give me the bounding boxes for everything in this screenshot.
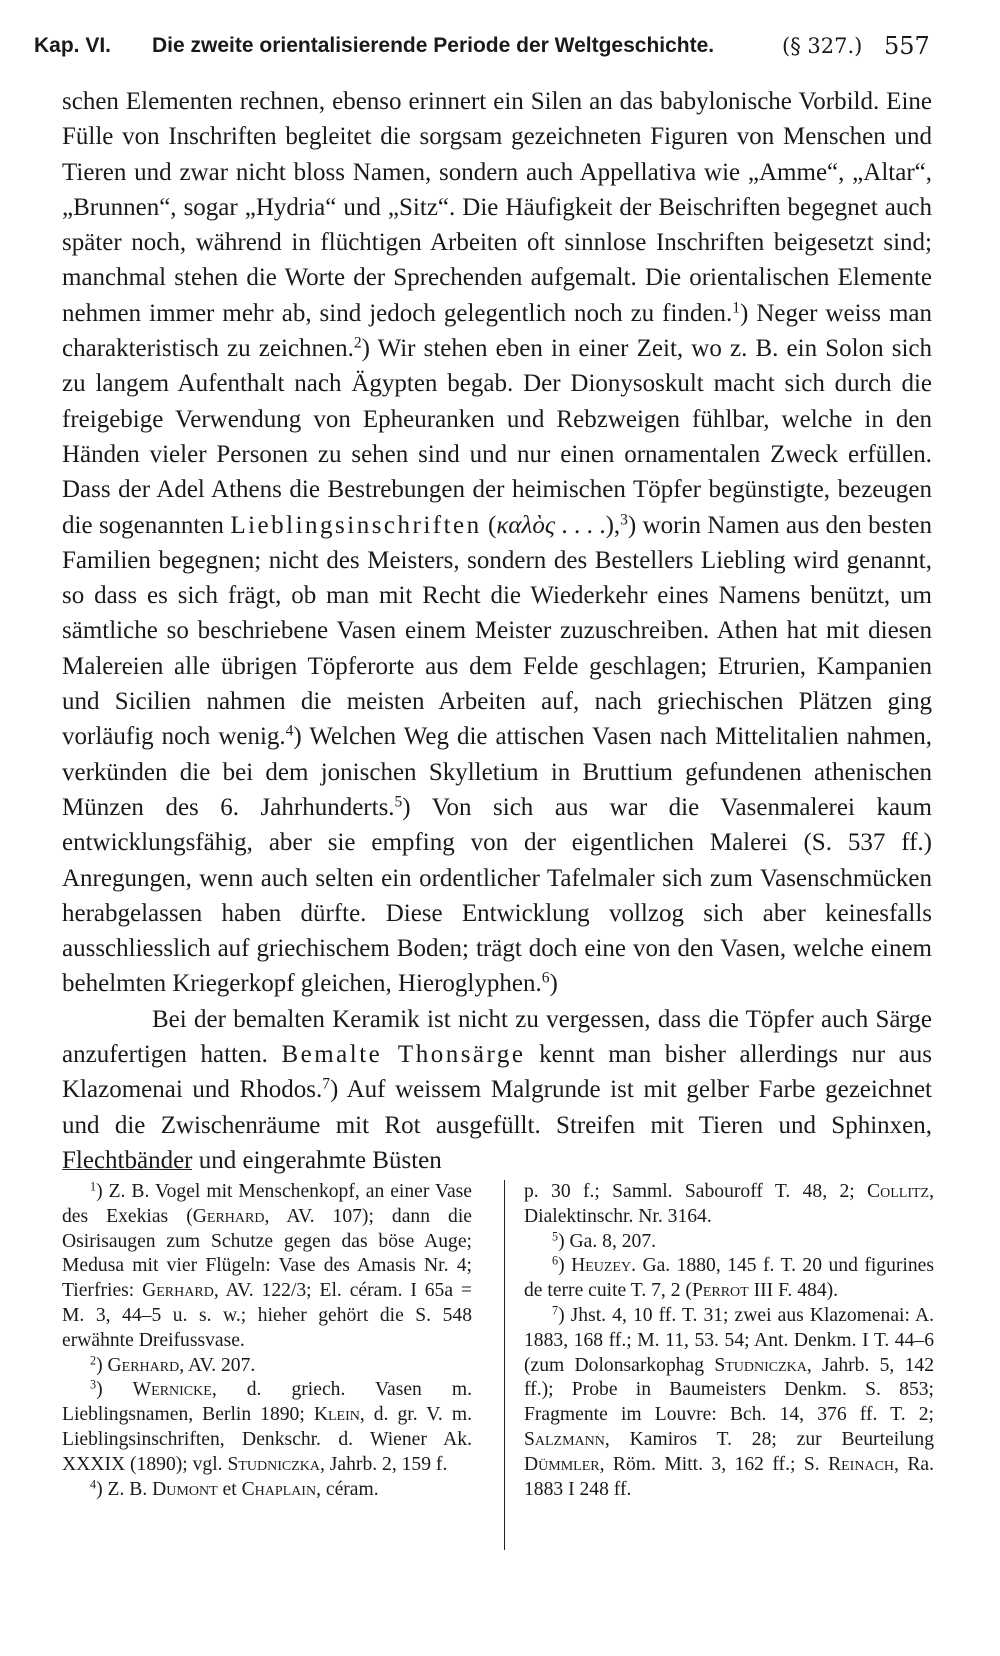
author-name: Wernicke bbox=[132, 1379, 212, 1401]
footnote-6 bbox=[524, 1254, 934, 1304]
text-run: Bei der bemalten Keramik ist nicht zu vergessen, dass die Töpfer auch Särge anzufertigen hatten. bbox=[62, 1005, 932, 1069]
footnote-7 bbox=[524, 1304, 934, 1502]
author-name: Studniczka bbox=[714, 1354, 807, 1376]
text-run: , Jahrb. 5, 142 ff.); Probe in Baumeisters Denkm. S. 853; Fragmente im Louvre: Bch. 14, 376 ff. T. 2; bbox=[524, 1354, 934, 1426]
footnote-1 bbox=[62, 1180, 472, 1354]
text-run: , Kamiros T. 28; zur Beurteilung bbox=[604, 1428, 934, 1450]
author-name: Perrot bbox=[691, 1280, 749, 1302]
footnote-3 bbox=[62, 1378, 472, 1477]
footnote-ref: 6 bbox=[541, 969, 550, 987]
text-run: , céram. bbox=[316, 1478, 379, 1500]
footnote-number: 1 bbox=[90, 1179, 97, 1194]
author-name: Heuzey bbox=[571, 1255, 632, 1277]
text-run: , Dialektinschr. Nr. 3164. bbox=[524, 1181, 934, 1227]
footnote-ref: 3 bbox=[620, 511, 628, 529]
text-run: ) Neger weiss man charakteristisch zu zeichnen. bbox=[62, 299, 933, 363]
text-run: ) bbox=[96, 1354, 108, 1376]
paragraph-2 bbox=[62, 1002, 932, 1178]
footnote-2 bbox=[62, 1354, 472, 1379]
footnote-number: 3 bbox=[90, 1377, 97, 1392]
footnote-ref: 7 bbox=[322, 1075, 330, 1093]
text-run: ) Z. B. bbox=[96, 1478, 153, 1500]
author-name: Gerhard bbox=[142, 1280, 214, 1302]
footnote-ref: 4 bbox=[285, 722, 294, 740]
spaced-term: Lieblingsinschriften bbox=[230, 511, 482, 539]
text-run: ) Welchen Weg die attischen Vasen nach Mittelitalien nahmen, verkünden die bei dem jonischen Skylletium in Bruttium gefundenen athenischen Münzen des 6. Jahrhunderts. bbox=[62, 723, 932, 821]
text-run: , Röm. Mitt. 3, 162 ff.; S. bbox=[599, 1453, 829, 1475]
text-run: ) worin Namen aus den besten Familien begegnen; nicht des Meisters, sondern des Bestellers Liebling wird genannt, so dass es sich frägt, ob man mit Recht die Wiederkehr eines Namens benützt, um sämtliche so beschriebene Vasen einem Meister zuzuschreiben. Athen hat mit diesen Malereien alle übrigen Töpferorte aus dem Felde geschlagen; Etrurien, Kampanien und Sicilien nahmen die meisten Arbeiten auf, nach griechischen Plätzen ging vorläufig noch wenig. bbox=[62, 511, 933, 751]
footnote-number: 7 bbox=[552, 1303, 559, 1318]
text-run: ) Z. B. Vogel mit Menschenkopf, an einer Vase des Exekias ( bbox=[62, 1181, 472, 1227]
author-name: Gerhard bbox=[107, 1354, 180, 1376]
running-header bbox=[34, 30, 934, 66]
text-run: , Jahrb. 2, 159 f. bbox=[320, 1453, 448, 1475]
footnote-ref: 1 bbox=[732, 299, 741, 317]
footnote-number: 2 bbox=[90, 1352, 97, 1367]
footnote-4 bbox=[62, 1478, 472, 1503]
footnote-ref: 2 bbox=[353, 334, 362, 352]
text-run: kennt man bisher allerdings nur aus Klazomenai und Rhodos. bbox=[62, 1041, 932, 1104]
text-run: ) Jhst. 4, 10 ff. T. 31; zwei aus Klazomenai: A. 1883, 168 ff.; M. 11, 53. 54; Ant. Denkm. I T. 44–6 (zum Dolonsarkophag bbox=[524, 1304, 934, 1376]
main-text bbox=[62, 84, 932, 1178]
author-name: Salzmann bbox=[524, 1428, 605, 1450]
chapter-label: Kap. VI. bbox=[34, 34, 112, 57]
author-name: Chaplain bbox=[241, 1478, 317, 1500]
section-ref: (§ 327.) bbox=[782, 34, 863, 58]
paragraph-1 bbox=[62, 84, 932, 1002]
text-run: , d. griech. Vasen m. Lieblingsnamen, Berlin 1890; bbox=[62, 1379, 472, 1426]
footnote-4-continued bbox=[524, 1180, 934, 1230]
spaced-term: Bemalte Thonsärge bbox=[281, 1041, 526, 1069]
author-name: Gerhard bbox=[192, 1205, 265, 1227]
footnote-number: 5 bbox=[552, 1228, 559, 1243]
text-run: ) Auf weissem Malgrunde ist mit gelber Farbe gezeichnet und die Zwischenräume mit Rot ausgefüllt. Streifen mit Tieren und Sphinxen, Flechtbänder und eingerahmte Büsten bbox=[62, 1076, 932, 1174]
text-run: , d. gr. V. m. Lieblingsinschriften, Denkschr. d. Wiener Ak. XXXIX (1890); vgl. bbox=[62, 1404, 472, 1475]
page-number: 557 bbox=[884, 32, 930, 60]
text-run: . Ga. 1880, 145 f. T. 20 und figurines de terre cuite T. 7, 2 ( bbox=[524, 1255, 934, 1302]
text-run: ) bbox=[558, 1255, 572, 1277]
text-run: et bbox=[217, 1478, 242, 1500]
footnote-number: 4 bbox=[90, 1476, 97, 1491]
footnotes-right-column bbox=[524, 1180, 934, 1502]
text-run: schen Elementen rechnen, ebenso erinnert ein Silen an das babylonische Vorbild. Eine Fülle von Inschriften begleitet die sorgsam gezeichneten Figuren von Menschen und Tieren und zwar nicht bloss Namen, sondern auch Appellativa wie „Amme“, „Altar“, „Brunnen“, sogar „Hydria“ und „Sitz“. Die Häufigkeit der Beischriften begegnet auch später noch, während in flüchtigen Arbeiten oft sinnlose Inschriften beigesetzt sind; manchmal stehen die Worte der Sprechenden aufgemalt. Die orientalischen Elemente nehmen immer mehr ab, sind jedoch gelegentlich noch zu finden. bbox=[62, 88, 932, 327]
author-name: Dumont bbox=[152, 1478, 218, 1500]
text-run: ) bbox=[96, 1379, 133, 1401]
footnote-rule bbox=[62, 1169, 192, 1170]
footnote-5 bbox=[524, 1230, 934, 1255]
author-name: Collitz bbox=[867, 1181, 930, 1202]
text-run: ) Ga. 8, 207. bbox=[558, 1230, 657, 1252]
greek-word: καλὸς bbox=[496, 511, 555, 539]
text-run: , Ra. 1883 I 248 ff. bbox=[524, 1453, 935, 1500]
author-name: Studniczka bbox=[227, 1453, 320, 1475]
author-name: Reinach bbox=[828, 1453, 895, 1475]
author-name: Dümmler bbox=[524, 1453, 600, 1475]
footnote-number: 6 bbox=[552, 1253, 559, 1268]
text-run: ) Wir stehen eben in einer Zeit, wo z. B. ein Solon sich zu langem Aufenthalt nach Ägypten begab. Der Dionysoskult macht sich durch die freigebige Verwendung von Epheuranken und Rebzweigen fühlbar, welche in den Händen vieler Personen zu sehen sind und nur einen ornamentalen Zweck erfüllen. Dass der Adel Athens die Bestrebungen der heimischen Töpfer begünstigte, bezeugen die sogenannten bbox=[62, 335, 932, 539]
text-run: ) bbox=[549, 970, 558, 998]
text-run: . . . .), bbox=[554, 511, 621, 539]
text-run: ( bbox=[481, 511, 497, 539]
text-run: ) Von sich aus war die Vasenmalerei kaum entwicklungsfähig, aber sie empfing von der eigentlichen Malerei (S. 537 ff.) Anregungen, wenn auch selten ein ordentlicher Tafelmaler sich zum Vasenschmücken herabgelassen haben dürfte. Diese Entwicklung vollzog sich aber keinesfalls ausschliesslich auf griechischem Boden; trägt doch eine von den Vasen, welche einem behelmten Kriegerkopf gleichen, Hieroglyphen. bbox=[62, 793, 932, 998]
author-name: Klein bbox=[313, 1404, 360, 1426]
footnote-column-separator bbox=[504, 1180, 505, 1550]
text-run: III F. 484). bbox=[748, 1280, 839, 1302]
text-run: p. 30 f.; Samml. Sabouroff T. 48, 2; bbox=[524, 1181, 868, 1202]
text-run: , AV. 107); dann die Osirisaugen zum Schutze gegen das böse Auge; Medusa mit vier Flügeln: Vase des Amasis Nr. 4; Tierfries: bbox=[62, 1205, 472, 1302]
text-run: , AV. 122/3; El. céram. I 65a = M. 3, 44–5 u. s. w.; hieher gehört die S. 548 erwähnte Dreifussvase. bbox=[62, 1280, 472, 1351]
footnotes-left-column bbox=[62, 1180, 472, 1502]
text-run: , AV. 207. bbox=[179, 1354, 256, 1376]
footnote-ref: 5 bbox=[394, 793, 403, 811]
running-title: Die zweite orientalisierende Periode der Weltgeschichte. bbox=[152, 34, 715, 57]
